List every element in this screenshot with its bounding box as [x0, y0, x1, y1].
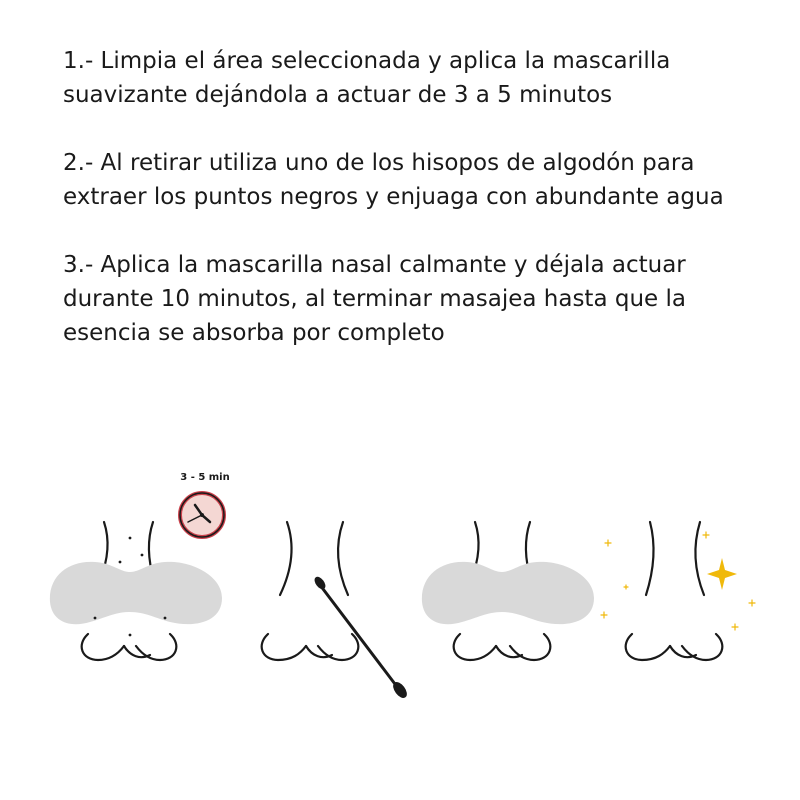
clock-icon: [180, 493, 224, 537]
illustrations: [0, 460, 800, 720]
step-2-text: 2.- Al retirar utiliza uno de los hisopos de algodón para extraer los puntos negros y enjuaga con abundante agua: [63, 150, 724, 210]
nose-with-strip-calm-icon: [422, 522, 594, 660]
nose-with-strip-icon: [50, 522, 222, 660]
nose-with-swab-icon: [262, 522, 408, 699]
illustrations-svg: [0, 460, 800, 720]
instructions: [63, 44, 763, 384]
nose-with-sparkles-icon: [601, 522, 755, 660]
step-1-text: 1.- Limpia el área seleccionada y aplica la mascarilla suavizante dejándola a actuar de 3 a 5 minutos: [63, 48, 671, 108]
step-3-text: 3.- Aplica la mascarilla nasal calmante y déjala actuar durante 10 minutos, al terminar masajea hasta que la esencia se absorba por completo: [63, 252, 686, 346]
timer-label: 3 - 5 min: [180, 472, 230, 483]
